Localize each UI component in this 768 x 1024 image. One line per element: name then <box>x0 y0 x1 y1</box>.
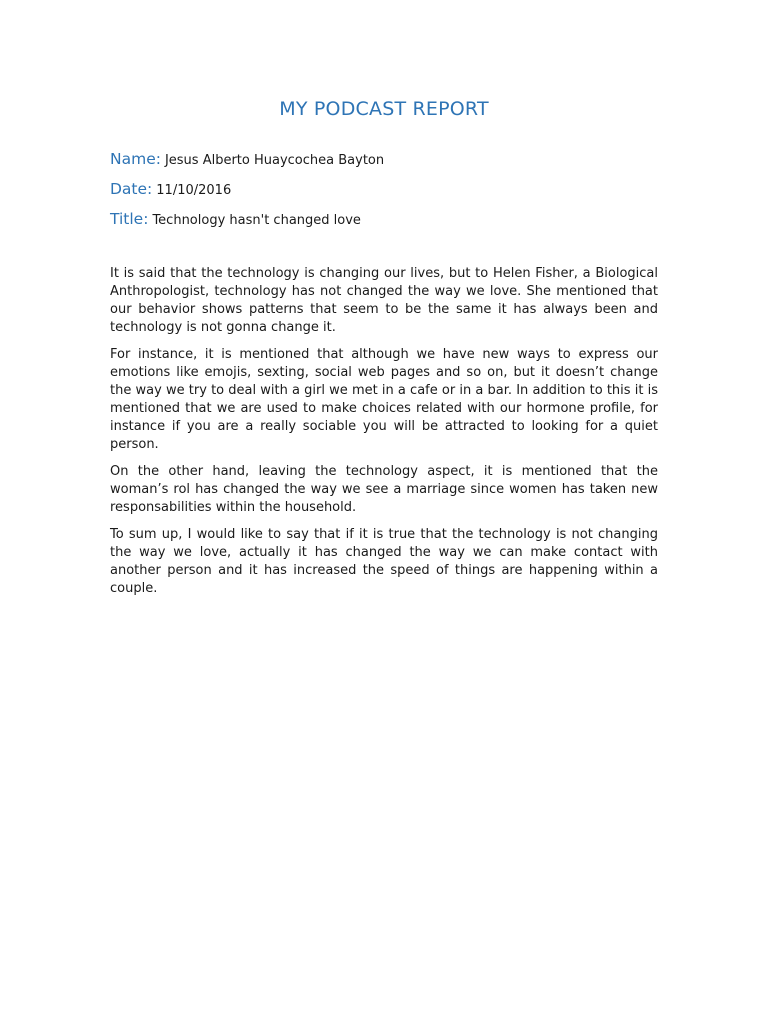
paragraph-4: To sum up, I would like to say that if it is true that the technology is not changing the way we love, actually it has changed the way we can make contact with another person and it has increased the speed of things are happening within a couple. <box>110 527 658 596</box>
paragraph-1: It is said that the technology is changing our lives, but to Helen Fisher, a Biological Anthropologist, technology has not changed the way we love. She mentioned that our behavior shows patterns that seem to be the same it has always been and technology is not gonna change it. <box>110 266 658 335</box>
title-label: Title: <box>110 210 149 228</box>
title-field <box>110 210 361 228</box>
paragraph-2: For instance, it is mentioned that although we have new ways to express our emotions like emojis, sexting, social web pages and so on, but it doesn’t change the way we try to deal with a girl we met in a cafe or in a bar. In addition to this it is mentioned that we are used to make choices related with our hormone profile, for instance if you are a really sociable you will be attracted to looking for a quiet person. <box>110 347 658 452</box>
name-label: Name: <box>110 150 161 168</box>
page-title: MY PODCAST REPORT <box>279 98 489 120</box>
date-label: Date: <box>110 180 153 198</box>
report-body <box>110 265 658 607</box>
title-value: Technology hasn't changed love <box>152 213 361 228</box>
paragraph-3: On the other hand, leaving the technology aspect, it is mentioned that the woman’s rol has changed the way we see a marriage since women has taken new responsabilities within the household. <box>110 464 658 515</box>
date-value: 11/10/2016 <box>156 183 232 198</box>
name-field <box>110 150 384 168</box>
date-field <box>110 180 231 198</box>
name-value: Jesus Alberto Huaycochea Bayton <box>164 153 385 168</box>
